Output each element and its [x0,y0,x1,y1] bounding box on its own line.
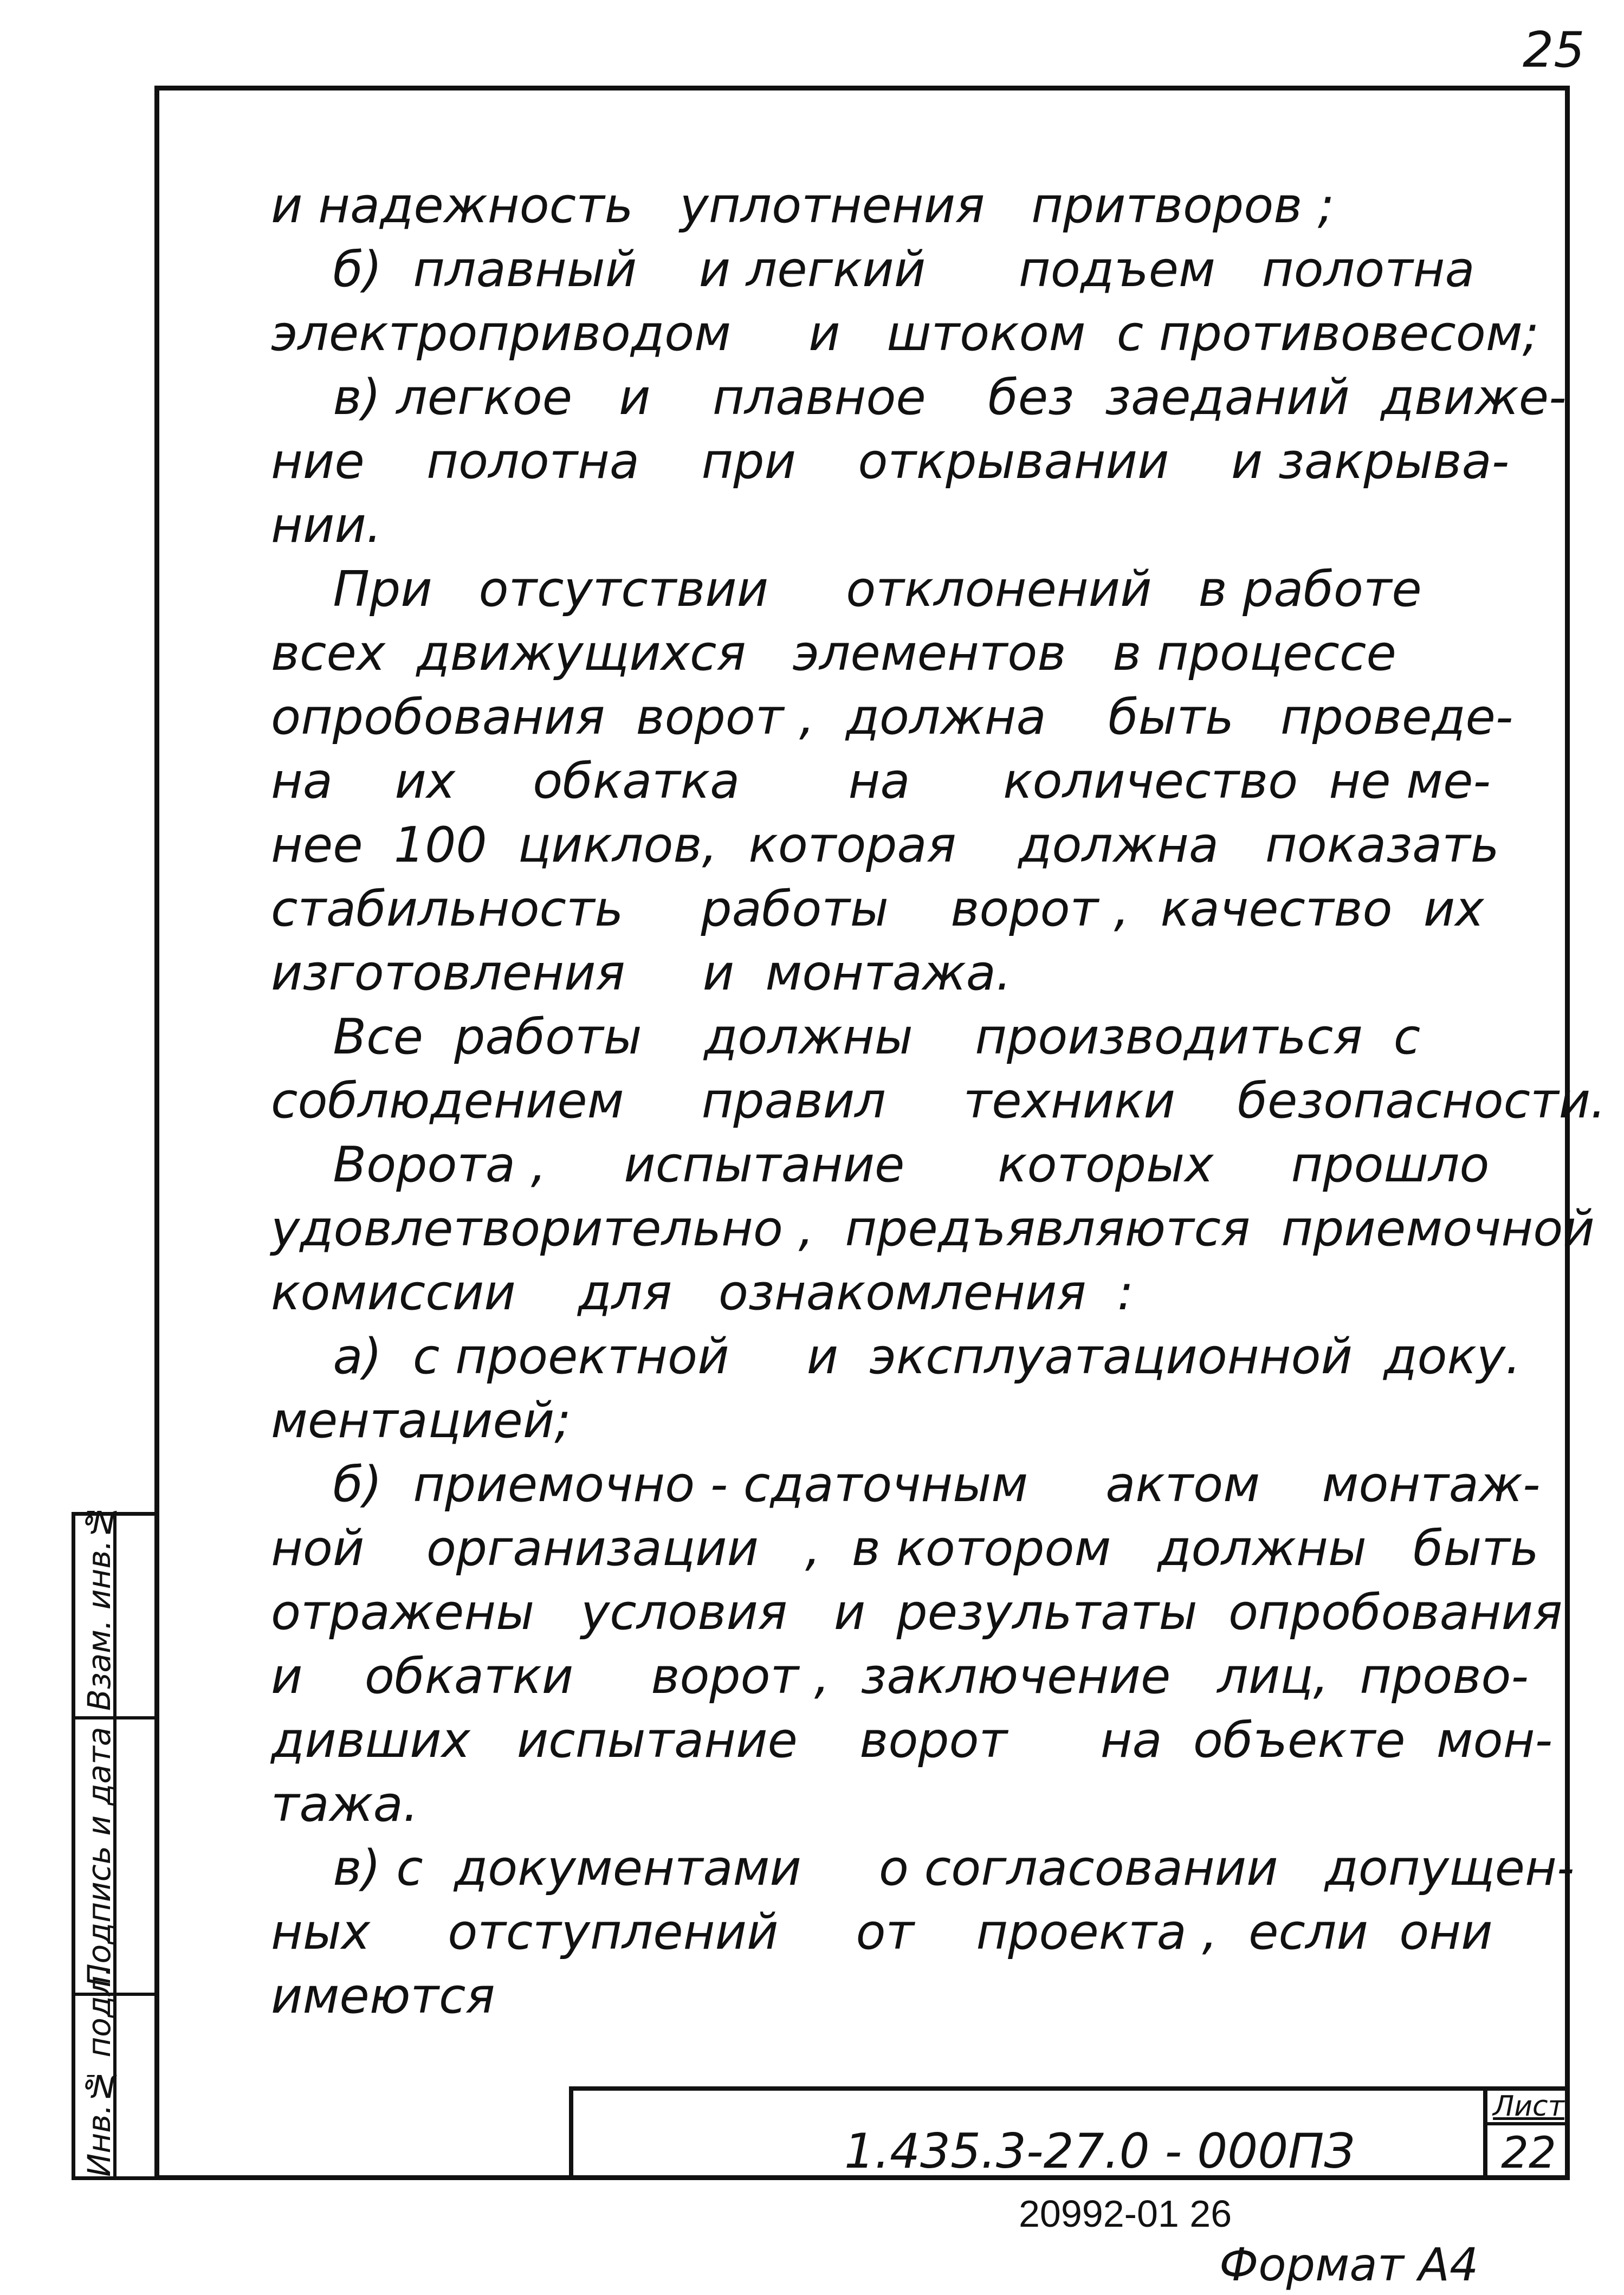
text-line: электроприводом и штоком с противовесом; [271,305,1539,362]
text-line: изготовления и монтажа. [271,945,1012,1001]
text-line: Все работы должны производиться с [271,1008,1421,1065]
text-line: Ворота , испытание которых прошло [271,1136,1490,1193]
archive-number: 20992-01 26 [1019,2193,1232,2235]
text-line: и надежность уплотнения притворов ; [271,177,1335,234]
text-line: всех движущихся элементов в процессе [271,625,1396,682]
text-line: стабильность работы ворот , качество их [271,881,1484,938]
text-line: в) легкое и плавное без заеданий движе- [271,369,1567,426]
text-line: отражены условия и результаты опробования [271,1584,1563,1641]
format-label: Формат А4 [1219,2238,1479,2291]
text-line: в) с документами о согласовании допущен- [271,1840,1575,1897]
sheet-box [1483,2091,1570,2180]
signature-date-label: Подпись и дата [81,1727,118,1987]
document-code: 1.435.3-27.0 - 000ПЗ [844,2123,1355,2179]
text-line: и обкатки ворот , заключение лиц, прово- [271,1648,1529,1705]
text-line: дивших испытание ворот на объекте мон- [271,1712,1553,1769]
text-line: а) с проектной и эксплуатационной доку. [271,1328,1521,1385]
margin-stamp-strip [72,1503,154,2180]
text-line: ной организации , в котором должны быть [271,1520,1539,1577]
page-number: 25 [1523,22,1585,79]
text-line: на их обкатка на количество не ме- [271,753,1491,810]
text-line: ментацией; [271,1392,571,1449]
text-line: При отсутствии отклонений в работе [271,561,1422,618]
text-line: б) приемочно - сдаточным актом монтаж- [271,1456,1541,1513]
text-line: удовлетворительно , предъявляются приемочной [271,1200,1595,1257]
text-line: нее 100 циклов, которая должна показать [271,817,1499,874]
inventory-number-label: Инв.№ подл. [81,1966,118,2177]
sheet-label: Лист [1487,2091,1570,2125]
text-line: ных отступлений от проекта , если они [271,1904,1493,1961]
text-line: опробования ворот , должна быть проведе- [271,689,1513,746]
title-block [569,2086,1570,2180]
text-line: имеются [271,1968,495,2025]
text-line: соблюдением правил техники безопасности. [271,1072,1606,1129]
margin-divider [75,1716,154,1719]
text-line: комиссии для ознакомления : [271,1264,1134,1321]
replacement-inventory-label: Взам. инв.№ [81,1503,118,1711]
sheet-number: 22 [1501,2128,1556,2178]
text-line: ние полотна при открывании и закрыва- [271,433,1510,490]
text-line: тажа. [271,1776,419,1833]
text-line: б) плавный и легкий подъем полотна [271,241,1475,298]
text-line: нии. [271,497,382,554]
